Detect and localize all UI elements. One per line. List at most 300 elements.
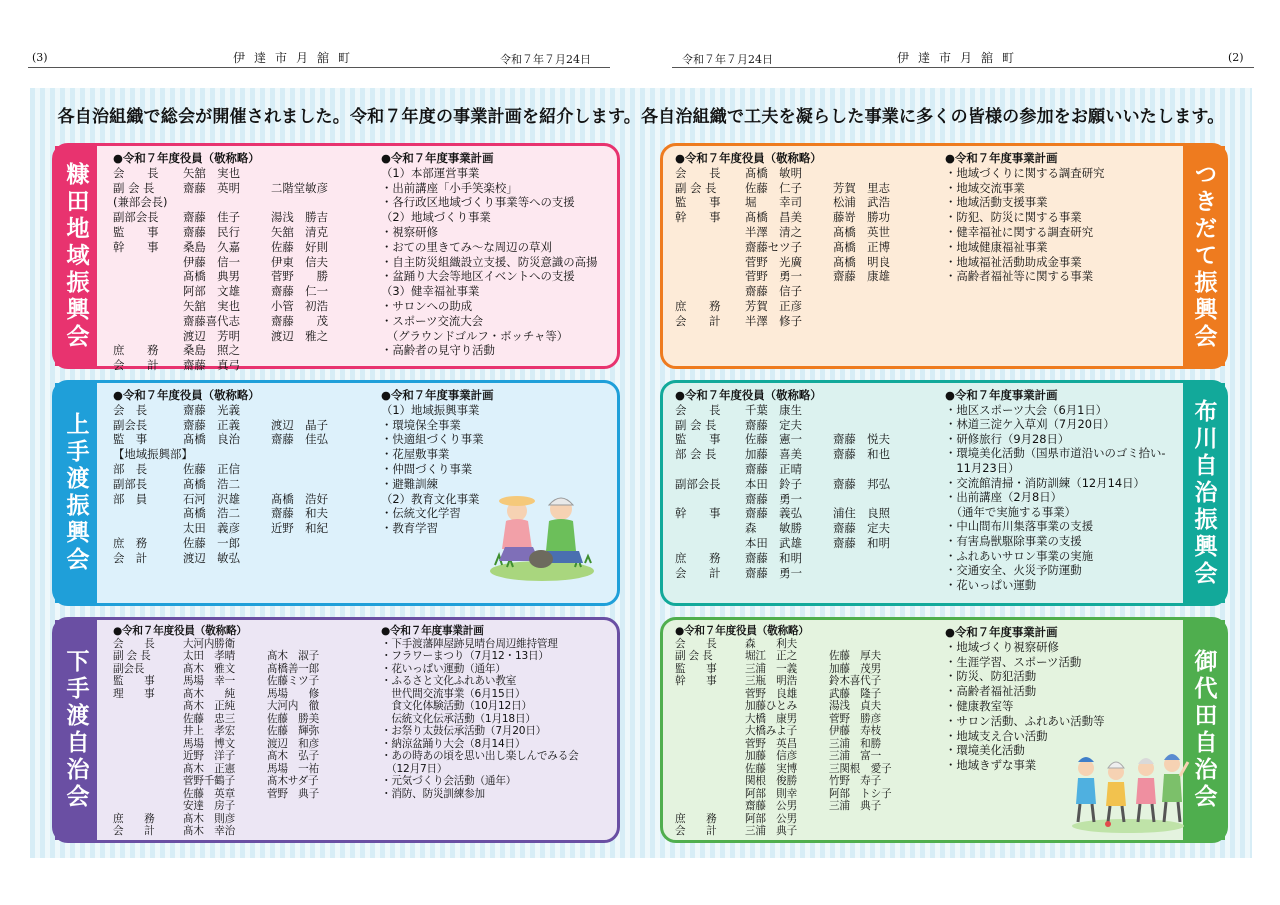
officer-role: 部 長 (113, 461, 148, 476)
officer-name-second (267, 800, 351, 813)
officer-role (675, 462, 745, 477)
officer-role: 会 長 (113, 165, 159, 180)
card-shimotedo (52, 617, 620, 843)
officer-row (675, 521, 937, 536)
officer-name-second (833, 284, 921, 299)
officer-name: 齋藤 民行 (183, 224, 240, 239)
officer-role: 庶 務 (113, 343, 159, 358)
officer-name: 齋藤 正義 (183, 417, 240, 432)
officer-name: 髙木 幸治 (183, 825, 235, 837)
officer-role (675, 269, 745, 284)
officer-row (675, 477, 937, 492)
headline: 各自治組織で総会が開催されました。令和７年度の事業計画を紹介します。各自治組織で工夫を凝らした事業に多くの皆様の参加をお願いいたします。 (57, 107, 1225, 127)
officer-name-second: 矢舘 清克 (271, 224, 328, 239)
officer-role (675, 725, 745, 738)
officer-role (675, 738, 745, 751)
officer-name: 石河 沢雄 (183, 491, 240, 506)
officer-name-second: 佐藤 好則 (271, 239, 328, 254)
officer-row (113, 284, 373, 299)
officer-name-second (833, 314, 921, 329)
officer-name: 髙橋 典男 (183, 269, 240, 284)
officers-title: ●令和７年度役員（敬称略） (675, 625, 809, 637)
officer-name (183, 195, 271, 210)
officer-role (113, 521, 183, 536)
officer-row (675, 447, 937, 462)
plan-item: 世代間交流事業（6月15日） (381, 687, 526, 700)
officer-row (113, 462, 373, 477)
officer-name-second: 菅野 勝 (271, 269, 328, 284)
officer-name-second (271, 551, 359, 566)
officers-miyoda (675, 625, 937, 838)
officer-row (675, 788, 937, 801)
officer-row (675, 725, 937, 738)
right-header-title: 伊達市月舘町 (897, 51, 1024, 65)
officer-row (675, 166, 937, 181)
plan-item: ・各行政区地域づくり事業等への支援 (381, 195, 575, 210)
officer-name-second: 松浦 武浩 (833, 195, 890, 210)
officer-row (675, 825, 937, 838)
left-header-date: 令和７年７月24日 (500, 53, 591, 66)
officer-name-second: 馬場 一祐 (267, 762, 319, 775)
officer-role: 監 事 (675, 662, 717, 675)
card-kamitedo (52, 380, 620, 606)
officer-name: 髙木 正純 (183, 700, 235, 712)
officer-name: 菅野千鶴子 (183, 775, 235, 787)
officer-name: 加藤 信彦 (745, 750, 797, 762)
plan-item: （2）教育文化事業 (381, 491, 480, 506)
officer-name: 髙橋 浩二 (183, 506, 240, 521)
officer-row (113, 713, 375, 726)
officer-name-second: 菅野 勝彦 (829, 712, 881, 725)
plan-item: （1）本部運営事業 (381, 165, 480, 180)
officer-name: 齋藤 佳子 (183, 210, 240, 225)
officer-row (675, 675, 937, 688)
officer-row (113, 358, 373, 373)
plan-item: 食文化体験活動（10月12日） (381, 700, 532, 712)
officer-row (113, 269, 373, 284)
plan-item: （グラウンドゴルフ・ボッチャ等） (381, 328, 569, 343)
officer-name: 佐藤 忠三 (183, 712, 235, 725)
officer-name-second (267, 638, 351, 651)
officer-role (675, 750, 745, 763)
officer-name-second: 齋藤 定夫 (833, 521, 890, 536)
officer-name-second: 齋藤 和明 (833, 535, 890, 550)
officer-name-second (833, 403, 921, 418)
officer-name-second: 髙橋 英世 (833, 224, 890, 239)
plan-item: ・花いっぱい運動（通年） (381, 662, 506, 675)
officer-name-second (271, 166, 359, 181)
officer-name: 齋藤 和明 (745, 550, 802, 565)
plan-item: 11月23日） (945, 460, 1020, 475)
officer-name-second (271, 358, 359, 373)
officer-row (675, 738, 937, 751)
officer-role (113, 269, 183, 284)
officer-name: 桑島 久嘉 (183, 239, 240, 254)
officer-role (675, 240, 745, 255)
officer-name: 齋藤喜代志 (183, 313, 240, 328)
officer-role: 庶 務 (675, 550, 721, 565)
officer-name: 馬場 幸一 (183, 675, 235, 687)
officer-role: 副部会長 (113, 210, 159, 225)
officer-name: 三浦 一義 (745, 662, 797, 675)
plan-item: （1）地域振興事業 (381, 402, 480, 417)
officer-name-second: 三浦 和勝 (829, 737, 881, 750)
officer-name: 齋藤 公男 (745, 800, 797, 812)
officer-name: 渡辺 芳明 (183, 328, 240, 343)
plan-item: ・防災、防犯活動 (945, 669, 1037, 684)
officer-row (113, 225, 373, 240)
officer-role: 庶 務 (113, 535, 148, 550)
officer-name: 三瓶 明浩 (745, 675, 797, 687)
officer-role (113, 329, 183, 344)
left-page-header (28, 48, 610, 68)
band-kamitedo (55, 383, 97, 603)
officer-name: 佐藤 実博 (745, 762, 797, 775)
officer-name: 本田 鈴子 (745, 476, 802, 491)
officer-row (113, 432, 373, 447)
officer-role: 庶 務 (113, 812, 155, 825)
officer-name: 齋藤 真弓 (183, 358, 240, 373)
officer-name: 森 敏勝 (745, 521, 802, 536)
plan-item: ・視察研修 (381, 224, 438, 239)
plan-item: ・フラワーまつり（7月12・13日） (381, 650, 549, 662)
plan-title: ●令和７年度事業計画 (945, 151, 1058, 165)
plan-item: ・サロンへの助成 (381, 298, 473, 313)
officer-role: 部 員 (113, 491, 148, 506)
officer-role: 庶 務 (675, 812, 717, 825)
officer-name-second: 大河内 徹 (267, 700, 319, 712)
officer-row (675, 536, 937, 551)
plan-item: ・スポーツ交流大会 (381, 313, 484, 328)
officer-name: 本田 武雄 (745, 535, 802, 550)
officer-row (113, 299, 373, 314)
officer-role (113, 775, 183, 788)
officer-name: 髙木 正憲 (183, 762, 235, 775)
plan-title: ●令和７年度事業計画 (381, 151, 494, 165)
left-page-number: (3) (32, 51, 48, 64)
officer-row (675, 462, 937, 477)
officer-name: 齋藤 英明 (183, 180, 240, 195)
officer-role: 副 会 長 (113, 650, 151, 662)
officer-row (113, 775, 375, 788)
officer-role: 会 長 (675, 637, 717, 650)
officer-role: 会 計 (675, 825, 717, 837)
plan-item: ・環境保全事業 (381, 417, 461, 432)
officer-name: 堀 幸司 (745, 195, 802, 210)
plan-item: ・地域福祉活動助成金事業 (945, 254, 1082, 269)
officer-name: 髙橋 敏明 (745, 165, 802, 180)
officer-name: 矢舘 実也 (183, 165, 240, 180)
officer-role (113, 750, 183, 763)
officer-name: 桑島 照之 (183, 343, 240, 358)
plan-title: ●令和７年度事業計画 (381, 625, 484, 637)
officer-name: 菅野 勇一 (745, 269, 802, 284)
officer-row (113, 800, 375, 813)
officers-title: ●令和７年度役員（敬称略） (113, 625, 247, 637)
officer-role: (兼部会長) (113, 195, 168, 210)
officer-role: 副部長 (113, 476, 148, 491)
officer-name-second (271, 447, 359, 462)
plan-item: ・地域づくりに関する調査研究 (945, 165, 1105, 180)
officer-name-second: 齋藤 和也 (833, 447, 890, 462)
officer-name-second (833, 462, 921, 477)
officer-row (113, 492, 373, 507)
plan-item: ・中山間布川集落事業の支援 (945, 519, 1094, 534)
officers-title: ●令和７年度役員（敬称略） (675, 388, 822, 402)
officer-name-second (271, 403, 359, 418)
officer-name-second: 小管 初浩 (271, 298, 328, 313)
officer-role (113, 800, 183, 813)
plan-item: ・地域活動支援事業 (945, 195, 1048, 210)
plan-item: （2）地域づくり事業 (381, 210, 491, 225)
officer-name: 髙木 則彦 (183, 812, 235, 825)
officer-name: 半澤 修子 (745, 313, 802, 328)
officer-name-second (271, 195, 359, 210)
officer-role (675, 800, 745, 813)
plan-item: ・高齢者福祉等に関する事業 (945, 269, 1094, 284)
officers-nukata (113, 151, 373, 373)
officer-name-second: 馬場 修 (267, 687, 319, 700)
officer-name: 髙木 純 (183, 687, 235, 700)
officer-name: 齋藤 勇一 (745, 565, 802, 580)
officer-name-second: 髙木 淑子 (267, 650, 319, 662)
officer-row (113, 195, 373, 210)
officer-row (675, 418, 937, 433)
right-page-number: (2) (1228, 51, 1244, 64)
officer-role (675, 788, 745, 801)
officer-row (113, 750, 375, 763)
plan-item: ・自主防災組織設立支援、防災意識の高揚 (381, 254, 598, 269)
officer-role (675, 688, 745, 701)
officer-name: 大河内勝衛 (183, 637, 235, 650)
officer-name-second: 近野 和紀 (271, 521, 328, 536)
card-miyoda (660, 617, 1228, 843)
officer-name-second (829, 638, 913, 651)
officer-role (113, 738, 183, 751)
officer-row (675, 566, 937, 581)
officer-name: 齋藤 勇一 (745, 491, 802, 506)
plan-title: ●令和７年度事業計画 (945, 388, 1058, 402)
plan-item: ・下手渡藩陣屋跡見晴台周辺維持管理 (381, 637, 558, 650)
gardening-couple-illustration (487, 483, 597, 583)
officer-row (675, 269, 937, 284)
officer-name-second: 髙橋 浩好 (271, 491, 328, 506)
officer-role: 部 会 長 (675, 447, 717, 462)
officer-name: 森 利夫 (745, 637, 797, 650)
officer-name: 井上 孝宏 (183, 725, 235, 737)
plan-item: ・地域きずな事業 (945, 758, 1037, 773)
plan-item: ・盆踊り大会等地区イベントへの支援 (381, 269, 575, 284)
officer-name-second: 伊東 信夫 (271, 254, 328, 269)
org-name-nunokawa: 布川自治振興会 (1190, 398, 1217, 588)
officer-role: 庶 務 (675, 298, 721, 313)
plan-item: ・生涯学習、スポーツ活動 (945, 654, 1082, 669)
plan-shimotedo (381, 625, 617, 800)
officer-role: 会 計 (113, 358, 159, 373)
officer-name: 太田 孝晴 (183, 650, 235, 662)
plan-item: ・高齢者福祉活動 (945, 684, 1037, 699)
officer-name-second: 佐藤 輝弥 (267, 725, 319, 737)
officer-name-second: 三関根 愛子 (829, 762, 892, 775)
officer-row (113, 700, 375, 713)
officer-row (675, 813, 937, 826)
officer-role (675, 225, 745, 240)
officer-row (113, 314, 373, 329)
officer-role: 会 長 (113, 637, 155, 650)
plan-nukata (381, 151, 613, 358)
plan-item: ・花いっぱい運動 (945, 577, 1037, 592)
left-header-title: 伊達市月舘町 (233, 51, 360, 65)
officer-row (113, 403, 373, 418)
officer-role (675, 536, 745, 551)
officer-row (113, 166, 373, 181)
officer-name: 髙橋 昌美 (745, 210, 802, 225)
officer-name-second (829, 825, 913, 838)
officers-shimotedo (113, 625, 375, 838)
plan-item: ・環境美化活動 (945, 743, 1025, 758)
officer-name: 阿部 文雄 (183, 284, 240, 299)
officer-row (113, 536, 373, 551)
officer-role: 会 長 (675, 402, 721, 417)
plan-item: ・地域支え合い活動 (945, 728, 1048, 743)
officer-name-second: 齋藤 仁一 (271, 284, 328, 299)
plan-item: （12月7日） (381, 762, 448, 775)
officer-row (675, 775, 937, 788)
officer-name-second (833, 299, 921, 314)
org-name-nukata: 糠田地域振興会 (62, 161, 89, 351)
officer-role: 副会長 (113, 662, 145, 675)
officer-row (113, 418, 373, 433)
officer-name: 加藤 喜美 (745, 447, 802, 462)
officer-name: 大橋 康男 (745, 712, 797, 725)
officer-row (113, 477, 373, 492)
officer-name-second (833, 551, 921, 566)
plan-item: ・地域交流事業 (945, 180, 1025, 195)
plan-item: ・消防、防災訓練参加 (381, 787, 485, 800)
officer-row (675, 299, 937, 314)
officer-name: 菅野 光廣 (745, 254, 802, 269)
plan-item: ・林道三淀ケ入草刈（7月20日） (945, 417, 1115, 432)
officer-row (113, 738, 375, 751)
plan-item: ・健幸福祉に関する調査研究 (945, 224, 1094, 239)
officer-row (675, 763, 937, 776)
officer-row (113, 343, 373, 358)
officer-name-second: 齋藤 茂 (271, 313, 328, 328)
plan-item: ・有害鳥獣駆除事業の支援 (945, 533, 1082, 548)
officer-role (113, 506, 183, 521)
card-tsukidate (660, 143, 1228, 369)
officer-role: 会 計 (675, 313, 721, 328)
officer-name: 堀江 正之 (745, 650, 797, 662)
officer-role (113, 284, 183, 299)
org-name-shimotedo: 下手渡自治会 (62, 649, 89, 811)
officer-role (675, 284, 745, 299)
officer-role: 会 長 (675, 165, 721, 180)
officer-row (113, 638, 375, 651)
officer-name: 佐藤 正信 (183, 461, 240, 476)
plan-item: ・環境美化活動（国県市道沿いのゴミ拾い- (945, 446, 1166, 461)
officer-row (675, 800, 937, 813)
officer-row (675, 663, 937, 676)
officer-role: 幹 事 (675, 210, 721, 225)
officer-row (675, 225, 937, 240)
officer-name-second: 髙橋 正博 (833, 239, 890, 254)
officer-row (675, 492, 937, 507)
officer-name: 太田 義彦 (183, 521, 240, 536)
officer-row (113, 675, 375, 688)
plan-item: ・高齢者の見守り活動 (381, 343, 495, 358)
officer-name: 加藤ひとみ (745, 700, 797, 712)
officer-row (675, 650, 937, 663)
officer-role (675, 700, 745, 713)
officer-name-second: 齋藤 悦夫 (833, 432, 890, 447)
officer-row (675, 638, 937, 651)
band-shimotedo (55, 620, 97, 840)
org-name-kamitedo: 上手渡振興会 (62, 412, 89, 574)
officer-name: 佐藤 仁子 (745, 180, 802, 195)
officer-row (675, 551, 937, 566)
band-nukata (55, 146, 97, 366)
officer-row (113, 551, 373, 566)
seniors-playing-illustration (1068, 738, 1188, 834)
officer-row (675, 750, 937, 763)
plan-item: ・教育学習 (381, 521, 438, 536)
officer-name: 齋藤セツ子 (745, 239, 802, 254)
officer-role: 幹 事 (113, 239, 159, 254)
officer-row (113, 788, 375, 801)
officer-name-second: 湯浅 勝吉 (271, 210, 328, 225)
plan-item: （3）健幸福祉事業 (381, 284, 480, 299)
officers-title: ●令和７年度役員（敬称略） (675, 151, 822, 165)
officer-name-second: 齋藤 康雄 (833, 269, 890, 284)
officer-name: 齋藤 正晴 (745, 461, 802, 476)
officer-role: 副部会長 (675, 476, 721, 491)
card-nukata (52, 143, 620, 373)
officer-row (113, 650, 375, 663)
officer-row (675, 688, 937, 701)
card-nunokawa (660, 380, 1228, 606)
officer-row (113, 688, 375, 701)
officer-row (675, 506, 937, 521)
officer-name-second: 三浦 富一 (829, 750, 881, 762)
officer-name: 半澤 清之 (745, 224, 802, 239)
officer-role: 副 会 長 (675, 417, 717, 432)
band-nunokawa (1183, 383, 1225, 603)
officer-name: 三浦 典子 (745, 825, 797, 837)
plan-item: ・出前講座「小手笑楽校」 (381, 180, 518, 195)
officer-name: 髙橋 良治 (183, 432, 240, 447)
officer-name-second: 髙橋 明良 (833, 254, 890, 269)
officer-name: 齋藤 信子 (745, 284, 802, 299)
officer-row (113, 813, 375, 826)
plan-item: ・納涼盆踊り大会（8月14日） (381, 737, 526, 750)
officer-role (675, 255, 745, 270)
officer-role (675, 492, 745, 507)
officer-name: 髙木 雅文 (183, 662, 235, 675)
officer-role: 監 事 (675, 195, 721, 210)
officer-role: 監 事 (113, 675, 155, 687)
officer-role: 【地域振興部】 (113, 447, 193, 462)
officer-row (113, 181, 373, 196)
officer-name-second (271, 343, 359, 358)
officer-role: 幹 事 (675, 506, 721, 521)
officer-name-second (271, 536, 359, 551)
officer-name-second: 二階堂敏彦 (271, 180, 328, 195)
plan-item: ・お祭り太鼓伝承活動（7月20日） (381, 725, 547, 737)
officer-name-second: 鈴木喜代子 (829, 675, 881, 687)
band-miyoda (1183, 620, 1225, 840)
officers-title: ●令和７年度役員（敬称略） (113, 388, 260, 402)
